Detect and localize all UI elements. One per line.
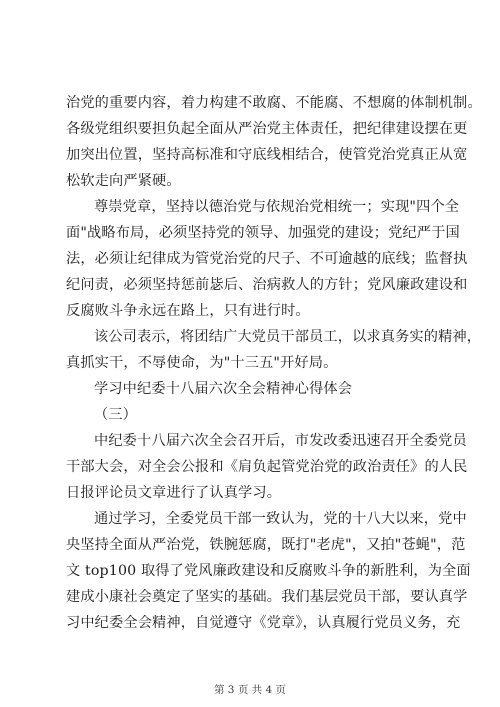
- paragraph-line: 面"战略布局，必须坚持党的领导、加强党的建设；党纪严于国: [66, 225, 460, 241]
- section-title: 学习中纪委十八届六次全会精神心得体会: [94, 381, 353, 397]
- paragraph-line: 文 top100 取得了党风廉政建设和反腐败斗争的新胜利，为全面: [66, 563, 471, 579]
- paragraph-line: 建成小康社会奠定了坚实的基础。我们基层党员干部，要认真学: [66, 589, 468, 605]
- paragraph-line: 治党的重要内容，着力构建不敢腐、不能腐、不想腐的体制机制。: [66, 95, 482, 111]
- paragraph-line: 法，必须让纪律成为管党治党的尺子、不可逾越的底线；监督执: [66, 251, 468, 267]
- paragraph-line: 尊崇党章，坚持以德治党与依规治党相统一；实现"四个全: [94, 199, 460, 215]
- paragraph-line: 反腐败斗争永远在路上，只有进行时。: [66, 303, 310, 319]
- paragraph-line: 各级党组织要担负起全面从严治党主体责任，把纪律建设摆在更: [66, 121, 468, 137]
- paragraph-line: 通过学习，全委党员干部一致认为，党的十八大以来，党中: [94, 511, 467, 527]
- paragraph-line: 央坚持全面从严治党，铁腕惩腐，既打"老虎"，又拍"苍蝇"，范: [66, 537, 466, 553]
- page-number-footer: 第 3 页 共 4 页: [213, 684, 287, 696]
- paragraph-line: 真抓实干，不辱使命，为"十三五"开好局。: [66, 355, 338, 371]
- paragraph-line: 该公司表示，将团结广大党员干部员工，以求真务实的精神，: [94, 329, 482, 345]
- paragraph-line: 纪问责，必须坚持惩前毖后、治病救人的方针；党风廉政建设和: [66, 277, 468, 293]
- paragraph-line: 加突出位置，坚持高标准和守底线相结合，使管党治党真正从宽: [66, 147, 468, 163]
- paragraph-line: 习中纪委全会精神，自觉遵守《党章》，认真履行党员义务，充: [66, 615, 461, 631]
- paragraph-line: 干部大会，对全会公报和《肩负起管党治党的政治责任》的人民: [66, 459, 468, 475]
- section-number: （三）: [94, 407, 138, 423]
- paragraph-line: 日报评论员文章进行了认真学习。: [66, 485, 282, 501]
- paragraph-line: 松软走向严紧硬。: [66, 173, 181, 189]
- paragraph-line: 中纪委十八届六次全会召开后，市发改委迅速召开全委党员: [94, 433, 467, 449]
